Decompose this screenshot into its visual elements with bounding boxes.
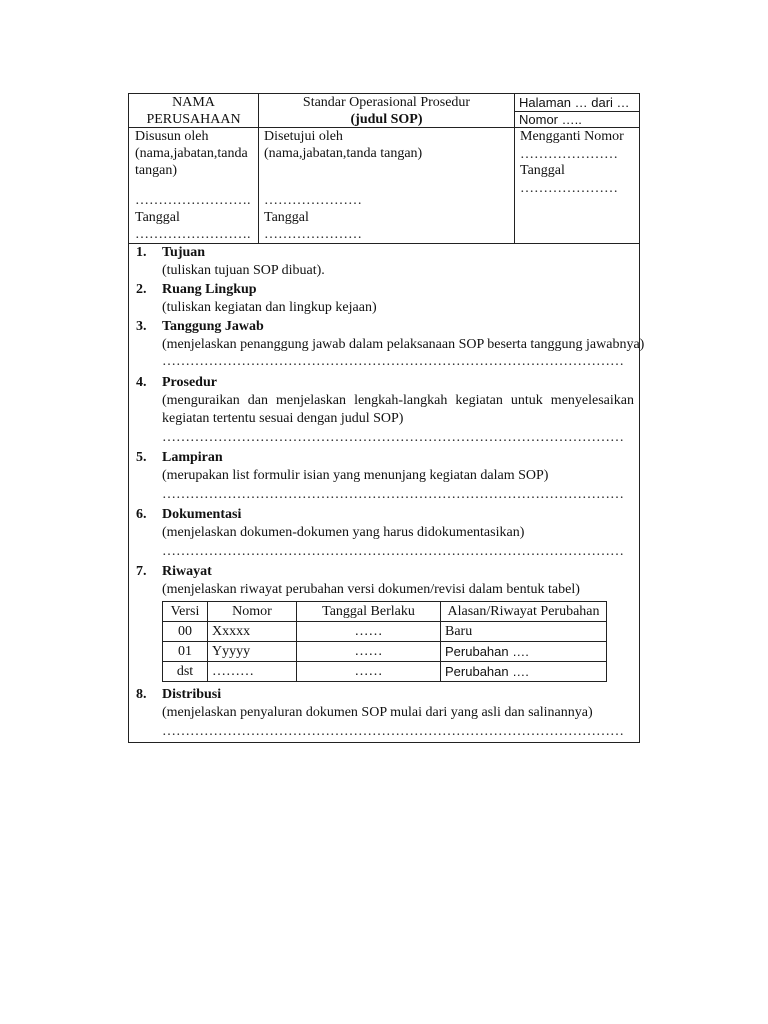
column-header: Nomor [208,602,297,622]
section-title: Riwayat [162,564,212,579]
effective-date-cell: …… [297,642,441,662]
sop-document [128,93,645,743]
approved-by-signature-dots: ………………… [264,193,362,208]
change-reason-cell: Perubahan …. [441,642,607,662]
section-description: (menjelaskan riwayat perubahan versi dokumen/revisi dalam bentuk tabel) [162,582,580,597]
effective-date-cell: …… [297,622,441,642]
table-row [163,642,607,662]
section-riwayat [136,563,634,599]
table-header-row [163,602,607,622]
column-header: Tanggal Berlaku [297,602,441,622]
approved-by-block: Disetujui oleh (nama,jabatan,tanda tangan) [264,128,512,162]
effective-date-cell: …… [297,662,441,682]
fill-in-dots: ……………………………………………………………………………………… [162,544,624,559]
sop-title: Standar Operasional Prosedur [302,95,471,110]
section-number: 2. [136,282,147,297]
number-cell: ……… [208,662,297,682]
section-description: (tuliskan tujuan SOP dibuat). [162,263,325,278]
section-title: Ruang Lingkup [162,282,257,297]
section-ruang-lingkup [136,281,634,317]
section-distribusi [136,686,634,740]
replaces-date-label: Tanggal [520,163,565,178]
change-reason-cell: Baru [441,622,607,642]
section-description: (menjelaskan penyaluran dokumen SOP mulai dari yang asli dan salinannya) [162,705,593,720]
section-description-line1: (menguraikan dan menjelaskan lengkah-langkah kegiatan untuk menyelesaikan [162,393,634,408]
section-dokumentasi [136,506,634,560]
version-cell: 01 [163,642,208,662]
fill-in-dots: ……………………………………………………………………………………… [162,430,624,445]
approved-date-dots: ………………… [264,227,362,242]
divider [514,94,515,243]
prepared-by-block: Disusun oleh (nama,jabatan,tanda tangan) [135,128,257,179]
section-description: (menjelaskan dokumen-dokumen yang harus didokumentasikan) [162,525,525,540]
document-number-field: Nomor ….. [519,112,582,127]
number-cell: Yyyyy [208,642,297,662]
section-number: 1. [136,245,147,260]
section-title: Tujuan [162,245,206,260]
section-tanggung-jawab [136,318,645,370]
change-reason-cell: Perubahan …. [441,662,607,682]
fill-in-dots: ……………………………………………………………………………………… [162,487,624,502]
sop-header [129,94,639,244]
section-description: (menjelaskan penanggung jawab dalam pelaksanaan SOP beserta tanggung jawabnya) [162,337,645,352]
table-row [163,662,607,682]
section-description-line2: kegiatan tertentu sesuai dengan judul SOP) [162,411,404,426]
section-number: 3. [136,319,147,334]
sop-title-block [259,94,514,128]
number-cell: Xxxxx [208,622,297,642]
prepared-by-signature-dots: ……………………. [135,193,251,208]
version-cell: 00 [163,622,208,642]
company-name: NAMA PERUSAHAAN [146,95,241,127]
section-number: 5. [136,450,147,465]
section-title: Tanggung Jawab [162,319,264,334]
section-number: 8. [136,687,147,702]
page-number-field: Halaman … dari … [519,95,630,110]
section-title: Dokumentasi [162,507,242,522]
sop-subtitle: (judul SOP) [350,112,423,127]
approved-date-label: Tanggal [264,210,309,225]
approved-by-label: Disetujui oleh [264,129,343,144]
column-header: Alasan/Riwayat Perubahan [441,602,607,622]
section-number: 7. [136,564,147,579]
section-prosedur [136,374,634,446]
prepared-by-label: Disusun oleh [135,129,209,144]
version-cell: dst [163,662,208,682]
replaces-date-dots: ………………… [520,181,618,196]
fill-in-dots: ……………………………………………………………………………………… [162,724,624,739]
section-number: 4. [136,375,147,390]
section-number: 6. [136,507,147,522]
table-row [163,622,607,642]
column-header: Versi [163,602,208,622]
revision-history-table [162,601,607,682]
section-title: Lampiran [162,450,223,465]
fill-in-dots: ……………………………………………………………………………………… [162,354,624,369]
section-description: (merupakan list formulir isian yang menunjang kegiatan dalam SOP) [162,468,549,483]
replaces-number-dots: ………………… [520,147,618,162]
section-title: Prosedur [162,375,217,390]
section-title: Distribusi [162,687,222,702]
section-tujuan [136,244,634,280]
replaces-number-label: Mengganti Nomor [520,129,624,144]
section-description: (tuliskan kegiatan dan lingkup kejaan) [162,300,377,315]
prepared-date-label: Tanggal [135,210,180,225]
prepared-date-dots: ……………………. [135,227,251,242]
section-lampiran [136,449,634,503]
